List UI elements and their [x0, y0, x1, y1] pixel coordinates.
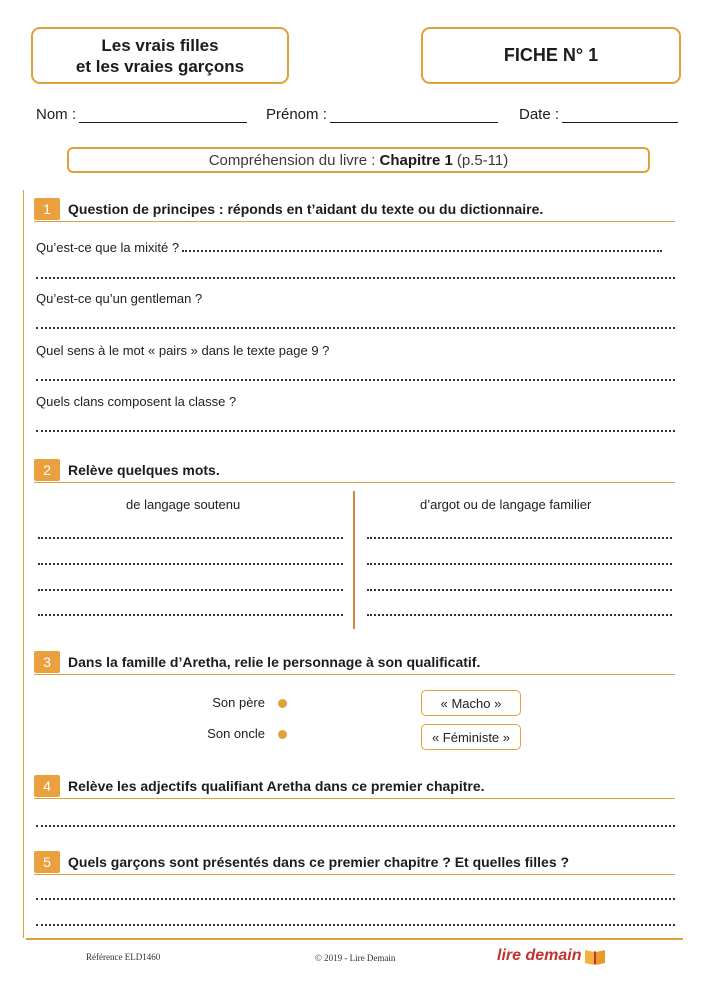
q1-item-3-text: Quel sens à le mot « pairs » dans le texte page 9 ? — [36, 343, 330, 358]
date-label: Date : — [519, 106, 560, 123]
answer-line[interactable] — [367, 537, 672, 539]
q1-item-1-text: Qu’est-ce que la mixité ? — [36, 240, 180, 255]
question-4-number: 4 — [34, 775, 60, 797]
question-5-header — [34, 851, 675, 875]
date-line[interactable] — [562, 107, 678, 123]
question-3-number: 3 — [34, 651, 60, 673]
question-3-header — [34, 651, 675, 675]
q1-item-4-text: Quels clans composent la classe ? — [36, 394, 237, 409]
question-3-text: Dans la famille d’Aretha, relie le personnage à son qualificatif. — [68, 654, 481, 670]
qualifier-macho[interactable]: « Macho » — [421, 690, 521, 716]
question-2-text: Relève quelques mots. — [68, 462, 220, 478]
date-field[interactable] — [519, 106, 678, 123]
q1-item-2 — [36, 291, 202, 306]
answer-line[interactable] — [367, 614, 672, 616]
column-right-label: d’argot ou de langage familier — [420, 497, 592, 512]
logo-text: lire demain — [497, 947, 582, 964]
question-5-text: Quels garçons sont présentés dans ce premier chapitre ? Et quelles filles ? — [68, 854, 570, 870]
answer-line[interactable] — [38, 537, 343, 539]
question-2-number: 2 — [34, 459, 60, 481]
person-father: Son père — [212, 695, 265, 710]
chapter-banner — [67, 147, 650, 173]
answer-line[interactable] — [38, 589, 343, 591]
q1-item-1[interactable] — [36, 240, 662, 255]
publisher-logo — [497, 946, 607, 966]
nom-line[interactable] — [79, 107, 247, 123]
q1-item-3 — [36, 343, 329, 358]
book-icon — [583, 946, 607, 966]
nom-label: Nom : — [36, 106, 77, 123]
footer-copyright: © 2019 - Lire Demain — [315, 953, 396, 963]
footer-reference: Référence ELD1460 — [86, 952, 161, 962]
answer-line[interactable] — [38, 614, 343, 616]
title-line-2: et les vraies garçons — [75, 56, 245, 76]
question-4-text: Relève les adjectifs qualifiant Aretha dans ce premier chapitre. — [68, 778, 485, 794]
qualifier-feministe[interactable]: « Féministe » — [421, 724, 521, 750]
question-1-header — [34, 198, 675, 222]
question-4-header — [34, 775, 675, 799]
prenom-label: Prénom : — [266, 106, 327, 123]
title-line-1: Les vrais filles — [101, 35, 219, 55]
question-1-text: Question de principes : réponds en t’aidant du texte ou du dictionnaire. — [68, 201, 544, 217]
prenom-line[interactable] — [330, 107, 498, 123]
footer-line — [26, 938, 683, 940]
chapter-pages: (p.5-11) — [456, 151, 509, 169]
answer-line[interactable] — [36, 379, 675, 381]
person-uncle: Son oncle — [207, 726, 265, 741]
question-2-header — [34, 459, 675, 483]
link-dot-uncle[interactable] — [278, 730, 287, 739]
answer-line[interactable] — [36, 430, 675, 432]
link-dot-father[interactable] — [278, 699, 287, 708]
answer-line[interactable] — [36, 898, 675, 900]
worksheet-title — [31, 27, 289, 84]
answer-line[interactable] — [367, 589, 672, 591]
q1-item-2-text: Qu’est-ce qu’un gentleman ? — [36, 291, 203, 306]
nom-field[interactable] — [36, 106, 247, 123]
answer-line[interactable] — [367, 563, 672, 565]
question-5-number: 5 — [34, 851, 60, 873]
answer-line[interactable] — [36, 924, 675, 926]
column-divider — [353, 491, 355, 629]
chapter-prefix: Compréhension du livre : — [208, 151, 376, 169]
prenom-field[interactable] — [266, 106, 498, 123]
q1-item-4 — [36, 394, 236, 409]
answer-line[interactable] — [36, 825, 675, 827]
fiche-number: FICHE N° 1 — [421, 27, 681, 84]
answer-line[interactable] — [182, 250, 662, 252]
answer-line[interactable] — [38, 563, 343, 565]
answer-line[interactable] — [36, 327, 675, 329]
answer-line[interactable] — [36, 277, 675, 279]
chapter-name: Chapitre 1 — [379, 151, 453, 169]
left-margin-line — [23, 190, 24, 938]
question-1-number: 1 — [34, 198, 60, 220]
column-left-label: de langage soutenu — [126, 497, 241, 512]
